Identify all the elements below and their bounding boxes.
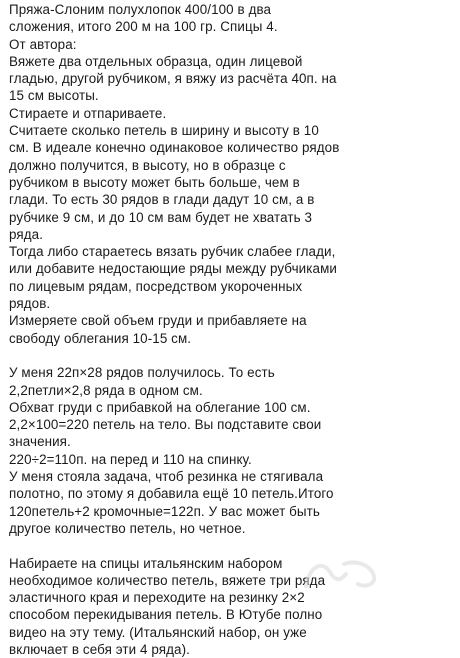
text-line: сложения, итого 200 м на 100 гр. Спицы 4. xyxy=(9,19,278,35)
text-line: другое количество петель, но четное. xyxy=(9,520,246,536)
text-line: Пряжа-Слоним полухлопок 400/100 в два xyxy=(9,2,272,17)
text-line: 220÷2=110п. на перед и 110 на спинку. xyxy=(9,451,252,467)
text-line: ряда. xyxy=(9,226,44,242)
text-line: видео на эту тему. (Итальянский набор, он уже xyxy=(9,624,307,640)
blank-line xyxy=(9,537,449,554)
text-line: Стираете и отпариваете. xyxy=(9,105,167,121)
text-line: или добавите недостающие ряды между рубчиками xyxy=(9,261,337,277)
text-line: У меня 22п×28 рядов получилось. То есть xyxy=(9,365,275,381)
text-line: 15 см высоты. xyxy=(9,88,99,104)
blank-line xyxy=(9,347,449,364)
text-line: включает в себя эти 4 ряда). xyxy=(9,641,190,657)
text-line: значения. xyxy=(9,434,71,450)
text-line: полотно, по этому я добавила ещё 10 петель.Итого xyxy=(9,486,334,502)
text-line: От автора: xyxy=(9,36,77,52)
text-line: Считаете сколько петель в ширину и высоту в 10 xyxy=(9,123,319,139)
document-text xyxy=(9,1,449,658)
text-line: см. В идеале конечно одинаковое количество рядов xyxy=(9,140,340,156)
text-line: по лицевым рядам, посредством укороченных xyxy=(9,278,303,294)
text-line: глади. То есть 30 рядов в глади дадут 10 см, а в xyxy=(9,192,315,208)
text-line: необходимое количество петель, вяжете три ряда xyxy=(9,572,326,588)
text-line: Измеряете свой объем груди и прибавляете на xyxy=(9,313,307,329)
text-line: У меня стояла задача, чтоб резинка не стягивала xyxy=(9,469,324,485)
text-line: эластичного края и переходите на резинку 2×2 xyxy=(9,590,305,606)
text-line: рубчиком в высоту может быть больше, чем в xyxy=(9,174,300,190)
text-line: свободу облегания 10-15 см. xyxy=(9,330,192,346)
text-line: Тогда либо стараетесь вязать рубчик слабее глади, xyxy=(9,244,336,260)
text-line: рубчике 9 см, и до 10 см вам будет не хватать 3 xyxy=(9,209,313,225)
text-line: 2,2×100=220 петель на тело. Вы подставите свои xyxy=(9,417,322,433)
text-line: должно получится, в высоту, но в образце с xyxy=(9,157,286,173)
text-line: способом перекидывания петель. В Ютубе полно xyxy=(9,607,323,623)
text-line: рядов. xyxy=(9,296,51,312)
text-line: гладью, другой рубчиком, я вяжу из расчёта 40п. на xyxy=(9,71,337,87)
text-line: Набираете на спицы итальянским набором xyxy=(9,555,283,571)
text-line: 2,2петли×2,8 ряда в одном см. xyxy=(9,382,203,398)
text-line: Вяжете два отдельных образца, один лицевой xyxy=(9,53,303,69)
text-line: Обхват груди с прибавкой на облегание 100 см. xyxy=(9,399,311,415)
text-line: 120петель+2 кромочные=122п. У вас может быть xyxy=(9,503,320,519)
